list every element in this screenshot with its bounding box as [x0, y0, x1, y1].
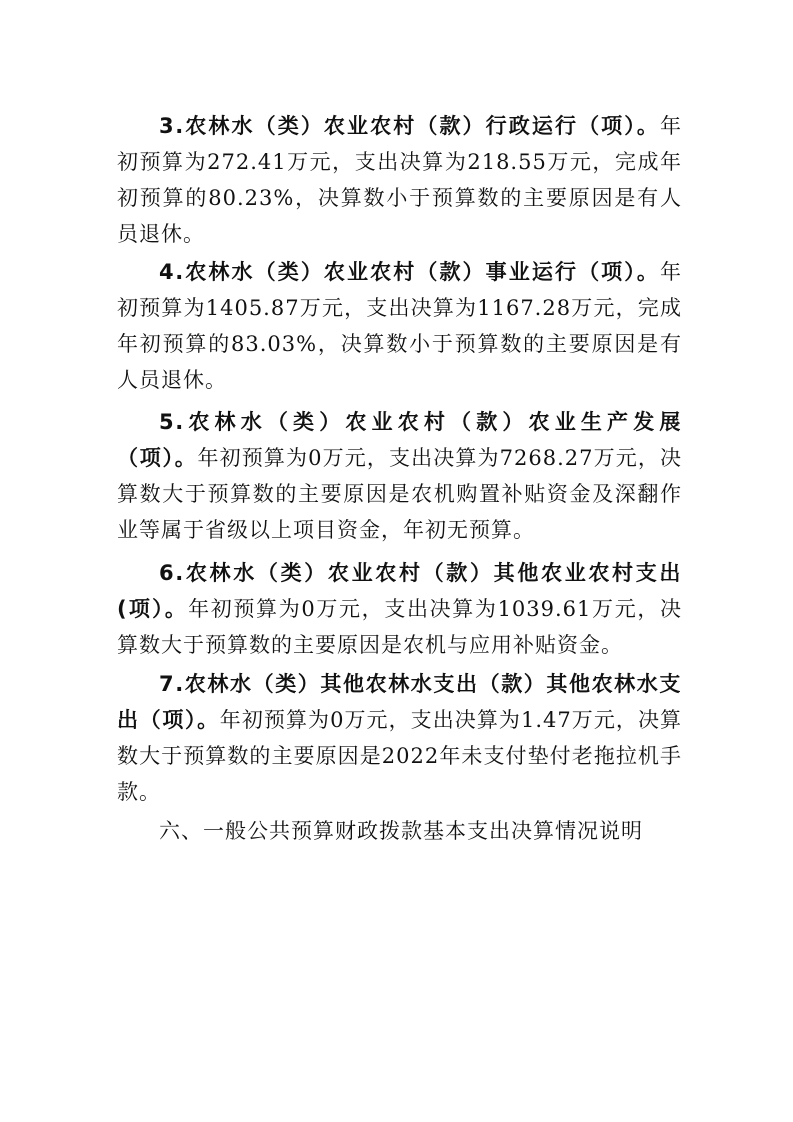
section-heading: 六、一般公共预算财政拨款基本支出决算情况说明: [159, 819, 643, 843]
paragraph-text: 年初预算为0万元，支出决算为7268.27万元，决算数大于预算数的主要原因是农机购置补贴资金及深翻作业等属于省级以上项目资金，年初无预算。: [117, 446, 683, 542]
paragraph-text: 年初预算为272.41万元，支出决算为218.55万元，完成年初预算的80.23%，决算数小于预算数的主要原因是有人员退休。: [117, 114, 682, 246]
paragraph-heading: 3.农林水（类）农业农村（款）行政运行（项）。: [159, 114, 660, 138]
paragraph-item-6: [117, 555, 682, 663]
paragraph-text: 年初预算为1405.87万元，支出决算为1167.28万元，完成年初预算的83.03%，决算数小于预算数的主要原因是有人员退休。: [117, 260, 682, 392]
paragraph-item-4: [117, 254, 682, 398]
paragraph-text: 年初预算为0万元，支出决算为1.47万元，决算数大于预算数的主要原因是2022年未支付垫付老拖拉机手款。: [117, 708, 683, 804]
paragraph-heading: 5.农林水（类）农业农村（款）农业生产发展（项）。: [117, 410, 682, 470]
paragraph-heading: 6.农林水（类）农业农村（款）其他农业农村支出(项）。: [117, 561, 682, 621]
paragraph-item-3: [117, 108, 682, 252]
paragraph-heading: 7.农林水（类）其他农林水支出（款）其他农林水支出（项）。: [117, 672, 682, 732]
paragraph-item-5: [117, 404, 682, 548]
paragraph-heading: 4.农林水（类）农业农村（款）事业运行（项）。: [159, 260, 660, 284]
paragraph-text: 年初预算为0万元，支出决算为1039.61万元，决算数大于预算数的主要原因是农机与应用补贴资金。: [117, 597, 683, 657]
paragraph-item-7: [117, 666, 682, 810]
